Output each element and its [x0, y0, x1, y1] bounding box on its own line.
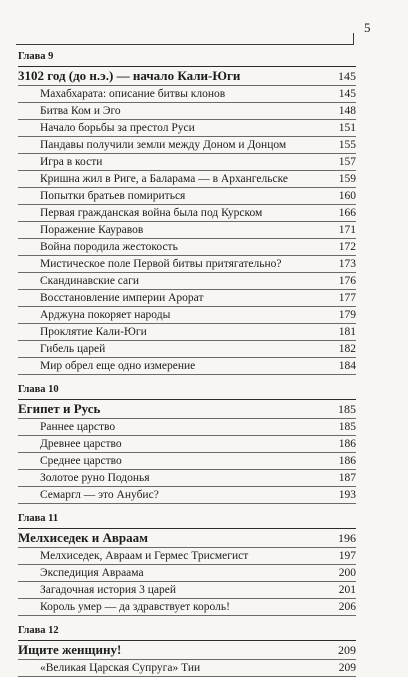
section-page: 185	[338, 421, 356, 433]
section-entry[interactable]	[18, 289, 356, 306]
chapter-entry[interactable]	[18, 640, 356, 659]
section-entry[interactable]	[18, 255, 356, 272]
section-page: 186	[338, 455, 356, 467]
section-entry[interactable]	[18, 238, 356, 255]
section-title: Гибель царей	[40, 343, 106, 355]
section-page: 155	[338, 139, 356, 151]
section-entry[interactable]	[18, 85, 356, 102]
section-title: Загадочная история 3 царей	[40, 584, 177, 596]
section-entry[interactable]	[18, 564, 356, 581]
section-title: Семаргл — это Анубис?	[40, 489, 159, 501]
chapter-entry[interactable]	[18, 528, 356, 547]
section-entry[interactable]	[18, 357, 356, 375]
chapter-entry[interactable]	[18, 399, 356, 418]
section-page: 173	[338, 258, 356, 270]
section-page: 172	[338, 241, 356, 253]
section-page: 193	[338, 489, 356, 501]
section-entry[interactable]	[18, 547, 356, 564]
section-entry[interactable]	[18, 153, 356, 170]
chapter-entry[interactable]	[18, 66, 356, 85]
section-title: Попытки братьев помириться	[40, 190, 186, 202]
section-entry[interactable]	[18, 170, 356, 187]
section-page: 160	[338, 190, 356, 202]
section-entry[interactable]	[18, 221, 356, 238]
section-entry[interactable]	[18, 598, 356, 616]
chapter-title: Египет и Русь	[18, 401, 101, 416]
section-entry[interactable]	[18, 452, 356, 469]
section-title: Первая гражданская война была под Курском	[40, 207, 263, 219]
section-title: Восстановление империи Арорат	[40, 292, 204, 304]
section-page: 171	[338, 224, 356, 236]
chapter-title: Мелхиседек и Авраам	[18, 530, 148, 545]
chapter-title: Ищите женщину!	[18, 642, 122, 657]
chapter-label: Глава 9	[18, 51, 54, 62]
section-entry[interactable]	[18, 469, 356, 486]
section-title: Война породила жестокость	[40, 241, 178, 253]
section-page: 201	[338, 584, 356, 596]
section-title: Раннее царство	[40, 421, 116, 433]
section-title: Мистическое поле Первой битвы притягательно?	[40, 258, 282, 270]
section-page: 200	[338, 567, 356, 579]
chapter-title: 3102 год (до н.э.) — начало Кали-Юги	[18, 68, 241, 83]
page-number: 5	[364, 20, 371, 35]
chapter-label: Глава 12	[18, 625, 59, 636]
section-page: 157	[338, 156, 356, 168]
section-title: Проклятие Кали-Юги	[40, 326, 147, 338]
section-entry[interactable]	[18, 340, 356, 357]
section-page: 159	[338, 173, 356, 185]
section-title: Пандавы получили земли между Доном и Донцом	[40, 139, 287, 151]
section-page: 209	[338, 662, 356, 674]
section-title: Арджуна покоряет народы	[40, 309, 171, 321]
section-title: Древнее царство	[40, 438, 122, 450]
section-entry[interactable]	[18, 435, 356, 452]
section-entry[interactable]	[18, 323, 356, 340]
section-page: 182	[338, 343, 356, 355]
section-page: 184	[338, 360, 356, 372]
section-title: Махабхарата: описание битвы клонов	[40, 88, 226, 100]
chapter-label: Глава 10	[18, 384, 59, 395]
section-page: 151	[338, 122, 356, 134]
header-rule	[16, 44, 354, 45]
chapter-page: 196	[338, 531, 356, 545]
chapter-page: 209	[338, 643, 356, 657]
section-title: Кришна жил в Риге, а Баларама — в Архангельске	[40, 173, 288, 185]
section-title: Экспедиция Авраама	[40, 567, 144, 579]
section-page: 186	[338, 438, 356, 450]
section-page: 176	[338, 275, 356, 287]
section-title: Король умер — да здравствует король!	[40, 601, 230, 613]
section-title: Мелхиседек, Авраам и Гермес Трисмегист	[40, 550, 249, 562]
chapter-label: Глава 11	[18, 513, 59, 524]
section-entry[interactable]	[18, 204, 356, 221]
section-entry[interactable]	[18, 272, 356, 289]
section-page: 181	[338, 326, 356, 338]
section-page: 179	[338, 309, 356, 321]
chapter-page: 185	[338, 402, 356, 416]
section-entry[interactable]	[18, 659, 356, 677]
section-title: «Великая Царская Супруга» Тии	[40, 662, 201, 674]
chapter-page: 145	[338, 69, 356, 83]
section-entry[interactable]	[18, 102, 356, 119]
table-of-contents	[18, 50, 356, 677]
section-title: Поражение Кауравов	[40, 224, 144, 236]
section-page: 166	[338, 207, 356, 219]
section-page: 206	[338, 601, 356, 613]
section-page: 187	[338, 472, 356, 484]
section-title: Золотое руно Подонья	[40, 472, 150, 484]
section-entry[interactable]	[18, 306, 356, 323]
section-title: Битва Ком и Эго	[40, 105, 121, 117]
section-page: 177	[338, 292, 356, 304]
section-page: 148	[338, 105, 356, 117]
section-entry[interactable]	[18, 187, 356, 204]
section-entry[interactable]	[18, 486, 356, 504]
section-title: Среднее царство	[40, 455, 122, 467]
section-page: 197	[338, 550, 356, 562]
section-entry[interactable]	[18, 119, 356, 136]
section-title: Начало борьбы за престол Руси	[40, 122, 195, 134]
section-entry[interactable]	[18, 418, 356, 435]
section-title: Скандинавские саги	[40, 275, 140, 287]
section-title: Мир обрел еще одно измерение	[40, 360, 196, 372]
section-entry[interactable]	[18, 136, 356, 153]
section-page: 145	[338, 88, 356, 100]
section-title: Игра в кости	[40, 156, 103, 168]
